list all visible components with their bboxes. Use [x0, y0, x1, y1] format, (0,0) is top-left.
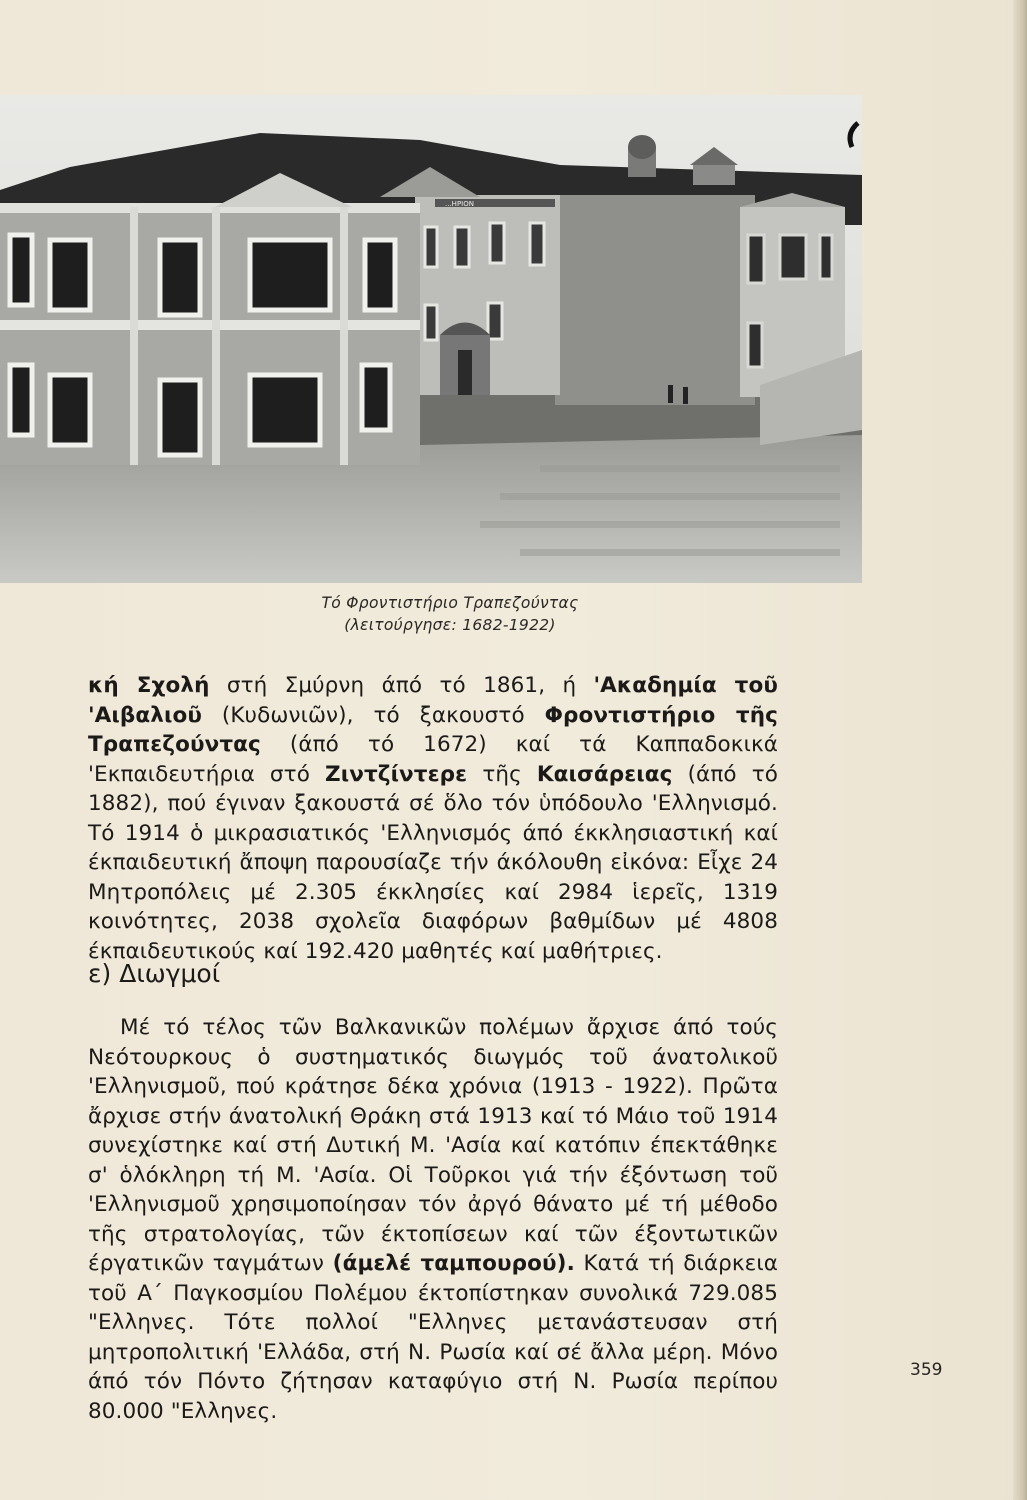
bold-term: Ζιντζίντερε — [325, 761, 468, 787]
bold-term: κή — [88, 673, 137, 698]
building-photo — [0, 95, 862, 583]
paragraph-text: Μέ τό τέλος τῶν Βαλκανικῶν πολέμων ἄρχισε άπό τούς Νεότουρκους ὁ συστηματικός διωγμός τοῦ άνατολικοῦ 'Ελληνισμοῦ, πού κράτησε δέκα χρόνια (1913 - 1922). Πρῶτα ἄρχισε στήν άνατολική Θράκη στά 1913 καί τό Μάιο τοῦ 1914 συνεχίστηκε καί στή Δυτική Μ. 'Ασία καί κατόπιν έπεκτάθηκε σ' ὁλόκληρη τή Μ. 'Ασία. Οἱ Τοῦρκοι γιά τήν έξόντωση τοῦ 'Ελληνισμοῦ χρησιμοποίησαν τόν ἀργό θάνατο μέ τή μέθοδο τῆς στρατολογίας, τῶν έκτοπίσεων καί τῶν έξοντωτικῶν έργατικῶν ταγμάτων — [88, 1015, 778, 1276]
page-edge — [1013, 0, 1027, 1500]
paragraph-text: (άπό τό 1882), πού έγιναν ξακουστά σέ ὅλο τόν ὑπόδουλο 'Ελληνισμό. Τό 1914 ὁ μικρασιατικός 'Ελληνισμός άπό έκκλησιαστική καί έκπαιδευτική ἄποψη παρουσίαζε τήν άκόλουθη εἰκόνα: Εἶχε 24 Μητροπόλεις μέ 2.305 έκκλησίες καί 2984 ἱερεῖς, 1319 κοινότητες, 2038 σχολεῖα διαφόρων βαθμίδων μέ 4808 έκπαιδευτικούς καί 192.420 μαθητές καί μαθήτριες. — [88, 761, 779, 964]
caption-line-1: Τό Φροντιστήριο Τραπεζούντας — [321, 594, 579, 612]
paragraph-text: στή Σμύρνη άπό τό 1861, ή — [209, 673, 594, 698]
photo-caption — [0, 592, 862, 636]
paragraph-text: τῆς — [467, 761, 537, 787]
caption-line-2: (λειτούργησε: 1682-1922) — [344, 616, 556, 634]
page-number: 359 — [910, 1360, 943, 1380]
bold-term: Σχολή — [136, 673, 210, 698]
section-heading: ε) Διωγμοί — [88, 959, 221, 988]
paragraph-schools — [88, 671, 778, 966]
bold-term: 'Ακαδημία τοῦ 'Αιβαλιοῦ — [88, 673, 778, 728]
paragraph-text: (άπό τό 1672) καί τά Καππαδοκικά 'Εκπαιδευτήρια στό — [88, 732, 778, 787]
bold-term: (άμελέ ταμπουρού). — [332, 1251, 575, 1276]
paragraph-text: (Κυδωνιῶν), τό ξακουστό — [201, 702, 545, 728]
paragraph-text: Κατά τή διάρκεια τοῦ Α΄ Παγκοσμίου Πολέμου έκτοπίστηκαν συνολικά 729.085 "Ελληνες. Τότε πολλοί "Ελληνες μετανάστευσαν στή μητροπολιτική 'Ελλάδα, στή Ν. Ρωσία καί σέ ἄλλα μέρη. Μόνο άπό τόν Πόντο ζήτησαν καταφύγιο στή Ν. Ρωσία περίπου 80.000 "Ελληνες. — [88, 1251, 779, 1424]
photo-sign: ...ΗΡΙΟΝ — [445, 200, 474, 208]
bold-term: Φροντιστήριο τῆς Τραπεζούντας — [88, 702, 778, 757]
bold-term: Καισάρειας — [536, 761, 673, 787]
paragraph-persecutions — [88, 1013, 778, 1426]
